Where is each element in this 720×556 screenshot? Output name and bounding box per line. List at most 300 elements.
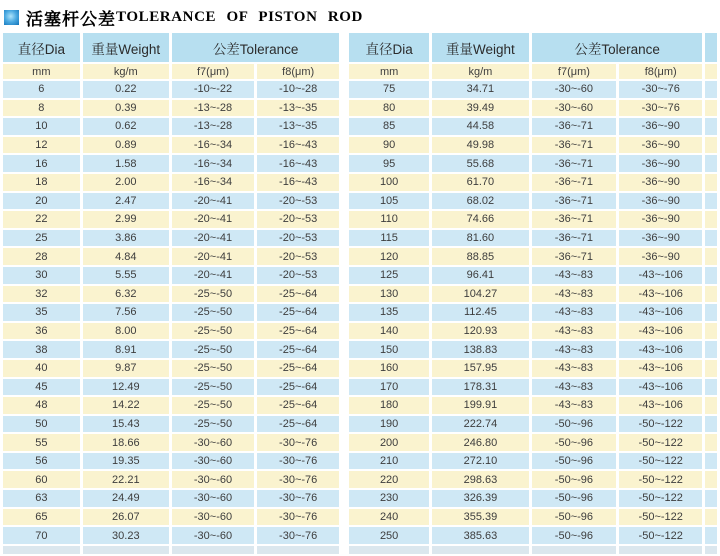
- table-cell: 246.80: [432, 434, 529, 451]
- subheader-row: [349, 64, 717, 79]
- table-cell: -36~-71: [532, 248, 616, 265]
- table-cell: 112.45: [432, 304, 529, 321]
- table-cell: 10: [3, 118, 80, 135]
- table-cell: -36~-90: [619, 155, 702, 172]
- cropped-column-sliver: [705, 193, 717, 210]
- cropped-row-sliver-cell: [172, 546, 254, 554]
- unit-header-f8: f8(μm): [257, 64, 339, 79]
- page-title: [0, 0, 720, 31]
- table-cell: 2.47: [83, 193, 169, 210]
- table-cell: -43~-106: [619, 397, 702, 414]
- table-cell: -43~-83: [532, 267, 616, 284]
- table-row: [3, 360, 339, 377]
- table-cell: -20~-41: [172, 267, 254, 284]
- table-row: [3, 286, 339, 303]
- tolerance-tables: [0, 31, 720, 556]
- table-row: [349, 323, 717, 340]
- table-cell: 385.63: [432, 527, 529, 544]
- table-cell: -25~-50: [172, 323, 254, 340]
- cropped-column-sliver: [705, 341, 717, 358]
- table-row: [349, 137, 717, 154]
- table-cell: -16~-43: [257, 137, 339, 154]
- table-cell: -30~-60: [172, 509, 254, 526]
- table-row: [349, 341, 717, 358]
- table-row: [349, 174, 717, 191]
- table-cell: 35: [3, 304, 80, 321]
- table-cell: 16: [3, 155, 80, 172]
- table-row: [349, 490, 717, 507]
- table-cell: 105: [349, 193, 429, 210]
- table-cell: 75: [349, 81, 429, 98]
- table-cell: -43~-106: [619, 267, 702, 284]
- cropped-row-sliver-cell: [705, 546, 717, 554]
- table-cell: -13~-35: [257, 118, 339, 135]
- table-cell: 22: [3, 211, 80, 228]
- table-cell: 0.39: [83, 100, 169, 117]
- table-cell: -36~-71: [532, 118, 616, 135]
- table-cell: -50~-96: [532, 434, 616, 451]
- table-cell: -25~-64: [257, 341, 339, 358]
- header-row: [349, 33, 717, 62]
- table-cell: 125: [349, 267, 429, 284]
- table-cell: 0.62: [83, 118, 169, 135]
- cropped-column-sliver: [705, 118, 717, 135]
- table-cell: 130: [349, 286, 429, 303]
- table-cell: -36~-90: [619, 211, 702, 228]
- table-row: [349, 379, 717, 396]
- table-row: [3, 211, 339, 228]
- table-cell: -25~-50: [172, 360, 254, 377]
- cropped-row-sliver-cell: [432, 546, 529, 554]
- table-row: [349, 453, 717, 470]
- column-header-weight: 重量Weight: [432, 33, 529, 62]
- table-cell: -20~-53: [257, 193, 339, 210]
- table-cell: 22.21: [83, 471, 169, 488]
- table-cell: -30~-60: [532, 81, 616, 98]
- table-cell: 56: [3, 453, 80, 470]
- table-row: [3, 471, 339, 488]
- table-cell: 49.98: [432, 137, 529, 154]
- table-cell: 70: [3, 527, 80, 544]
- table-cell: -16~-43: [257, 174, 339, 191]
- unit-header-mm: mm: [349, 64, 429, 79]
- cropped-column-sliver: [705, 434, 717, 451]
- table-cell: 9.87: [83, 360, 169, 377]
- table-cell: -43~-106: [619, 323, 702, 340]
- header-row: [3, 33, 339, 62]
- table-cell: -43~-83: [532, 304, 616, 321]
- cropped-column-sliver: [705, 248, 717, 265]
- column-header-tolerance: 公差Tolerance: [532, 33, 703, 62]
- table-cell: -20~-53: [257, 248, 339, 265]
- table-cell: -25~-64: [257, 323, 339, 340]
- table-cell: 7.56: [83, 304, 169, 321]
- table-cell: 115: [349, 230, 429, 247]
- table-cell: 40: [3, 360, 80, 377]
- table-cell: 120.93: [432, 323, 529, 340]
- table-cell: -25~-50: [172, 379, 254, 396]
- table-row: [3, 323, 339, 340]
- cropped-column-sliver: [705, 155, 717, 172]
- table-cell: -43~-106: [619, 360, 702, 377]
- table-cell: -10~-28: [257, 81, 339, 98]
- table-cell: -43~-106: [619, 341, 702, 358]
- cropped-column-sliver: [705, 416, 717, 433]
- table-cell: 230: [349, 490, 429, 507]
- cropped-row-sliver: [3, 546, 339, 554]
- table-cell: 55.68: [432, 155, 529, 172]
- table-cell: 85: [349, 118, 429, 135]
- table-cell: -30~-60: [532, 100, 616, 117]
- cropped-column-sliver: [705, 323, 717, 340]
- cropped-row-sliver-cell: [349, 546, 429, 554]
- unit-header-mm: mm: [3, 64, 80, 79]
- table-cell: -30~-60: [172, 453, 254, 470]
- table-cell: -30~-60: [172, 471, 254, 488]
- table-row: [3, 267, 339, 284]
- table-cell: -30~-60: [172, 490, 254, 507]
- table-cell: 45: [3, 379, 80, 396]
- table-cell: 200: [349, 434, 429, 451]
- table-cell: 65: [3, 509, 80, 526]
- column-header-weight: 重量Weight: [83, 33, 169, 62]
- table-cell: 50: [3, 416, 80, 433]
- table-cell: 19.35: [83, 453, 169, 470]
- cropped-column-sliver: [705, 174, 717, 191]
- table-cell: -43~-83: [532, 323, 616, 340]
- table-row: [349, 416, 717, 433]
- cropped-row-sliver-cell: [532, 546, 616, 554]
- table-cell: 222.74: [432, 416, 529, 433]
- table-cell: -36~-71: [532, 193, 616, 210]
- table-cell: 39.49: [432, 100, 529, 117]
- cropped-row-sliver-cell: [3, 546, 80, 554]
- table-row: [349, 509, 717, 526]
- table-cell: -50~-122: [619, 416, 702, 433]
- table-row: [3, 174, 339, 191]
- table-cell: -36~-71: [532, 137, 616, 154]
- table-row: [349, 81, 717, 98]
- table-cell: -25~-50: [172, 341, 254, 358]
- table-cell: -25~-64: [257, 416, 339, 433]
- table-cell: -30~-76: [619, 81, 702, 98]
- cropped-column-sliver: [705, 379, 717, 396]
- table-row: [3, 379, 339, 396]
- table-row: [349, 193, 717, 210]
- table-cell: -36~-71: [532, 230, 616, 247]
- table-cell: 100: [349, 174, 429, 191]
- table-cell: -36~-71: [532, 155, 616, 172]
- table-row: [3, 453, 339, 470]
- table-cell: -50~-122: [619, 509, 702, 526]
- table-cell: -36~-71: [532, 211, 616, 228]
- table-cell: -50~-96: [532, 527, 616, 544]
- unit-header-kgm: kg/m: [83, 64, 169, 79]
- table-cell: 140: [349, 323, 429, 340]
- table-cell: 95: [349, 155, 429, 172]
- cropped-column-sliver: [705, 304, 717, 321]
- table-cell: -30~-76: [257, 453, 339, 470]
- table-row: [3, 193, 339, 210]
- table-cell: -50~-96: [532, 453, 616, 470]
- cropped-column-sliver: [705, 286, 717, 303]
- table-cell: 3.86: [83, 230, 169, 247]
- table-cell: -43~-106: [619, 286, 702, 303]
- blue-square-bullet-icon: [4, 10, 19, 25]
- table-row: [349, 434, 717, 451]
- table-cell: 120: [349, 248, 429, 265]
- unit-header-f7: f7(μm): [172, 64, 254, 79]
- table-cell: 8.91: [83, 341, 169, 358]
- table-cell: -20~-41: [172, 193, 254, 210]
- table-cell: -20~-53: [257, 267, 339, 284]
- table-row: [349, 211, 717, 228]
- table-cell: -25~-64: [257, 379, 339, 396]
- table-cell: 74.66: [432, 211, 529, 228]
- table-cell: 157.95: [432, 360, 529, 377]
- unit-header-f8: f8(μm): [619, 64, 702, 79]
- cropped-row-sliver-cell: [619, 546, 702, 554]
- table-row: [349, 397, 717, 414]
- table-cell: -25~-50: [172, 416, 254, 433]
- table-cell: -20~-41: [172, 211, 254, 228]
- table-cell: 150: [349, 341, 429, 358]
- table-cell: 80: [349, 100, 429, 117]
- table-row: [3, 527, 339, 544]
- table-cell: -30~-60: [172, 527, 254, 544]
- table-cell: -16~-34: [172, 155, 254, 172]
- unit-header-f7: f7(μm): [532, 64, 616, 79]
- cropped-column-sliver: [705, 267, 717, 284]
- column-header-dia: 直径Dia: [349, 33, 429, 62]
- table-row: [3, 416, 339, 433]
- table-cell: -25~-64: [257, 286, 339, 303]
- table-row: [3, 118, 339, 135]
- table-cell: 25: [3, 230, 80, 247]
- table-cell: 1.58: [83, 155, 169, 172]
- table-cell: -50~-96: [532, 471, 616, 488]
- table-cell: 2.99: [83, 211, 169, 228]
- subheader-row: [3, 64, 339, 79]
- table-cell: -13~-35: [257, 100, 339, 117]
- table-row: [349, 230, 717, 247]
- table-cell: -20~-53: [257, 211, 339, 228]
- table-cell: -36~-90: [619, 230, 702, 247]
- table-cell: 180: [349, 397, 429, 414]
- table-row: [3, 248, 339, 265]
- tolerance-table-right: [346, 31, 720, 556]
- table-row: [3, 155, 339, 172]
- table-cell: 68.02: [432, 193, 529, 210]
- table-cell: 32: [3, 286, 80, 303]
- table-cell: 18.66: [83, 434, 169, 451]
- table-cell: 30.23: [83, 527, 169, 544]
- table-cell: -36~-90: [619, 118, 702, 135]
- table-cell: -30~-60: [172, 434, 254, 451]
- table-cell: 138.83: [432, 341, 529, 358]
- cropped-column-sliver: [705, 453, 717, 470]
- cropped-column-sliver: [705, 360, 717, 377]
- table-cell: 30: [3, 267, 80, 284]
- table-cell: -25~-50: [172, 397, 254, 414]
- table-cell: 199.91: [432, 397, 529, 414]
- table-cell: -43~-83: [532, 397, 616, 414]
- table-row: [3, 304, 339, 321]
- table-cell: -43~-83: [532, 360, 616, 377]
- table-cell: 18: [3, 174, 80, 191]
- table-cell: 15.43: [83, 416, 169, 433]
- table-cell: -10~-22: [172, 81, 254, 98]
- cropped-column-sliver: [705, 33, 717, 62]
- table-cell: 104.27: [432, 286, 529, 303]
- cropped-column-sliver: [705, 397, 717, 414]
- table-cell: -25~-64: [257, 304, 339, 321]
- table-cell: 190: [349, 416, 429, 433]
- table-row: [349, 155, 717, 172]
- table-cell: -16~-43: [257, 155, 339, 172]
- table-cell: 355.39: [432, 509, 529, 526]
- table-cell: 170: [349, 379, 429, 396]
- cropped-column-sliver: [705, 100, 717, 117]
- table-cell: 14.22: [83, 397, 169, 414]
- table-row: [349, 267, 717, 284]
- table-cell: -30~-76: [619, 100, 702, 117]
- cropped-row-sliver: [349, 546, 717, 554]
- table-row: [3, 509, 339, 526]
- table-cell: -16~-34: [172, 137, 254, 154]
- table-cell: -30~-76: [257, 434, 339, 451]
- cropped-column-sliver: [705, 211, 717, 228]
- table-cell: 326.39: [432, 490, 529, 507]
- table-row: [3, 434, 339, 451]
- cropped-column-sliver: [705, 527, 717, 544]
- table-cell: 210: [349, 453, 429, 470]
- table-cell: -25~-50: [172, 286, 254, 303]
- table-cell: -30~-76: [257, 471, 339, 488]
- table-cell: 160: [349, 360, 429, 377]
- table-cell: 4.84: [83, 248, 169, 265]
- table-cell: -13~-28: [172, 118, 254, 135]
- table-cell: -16~-34: [172, 174, 254, 191]
- table-row: [349, 471, 717, 488]
- table-cell: 6: [3, 81, 80, 98]
- table-cell: 0.89: [83, 137, 169, 154]
- tolerance-table-left: [0, 31, 342, 556]
- table-cell: 44.58: [432, 118, 529, 135]
- table-row: [349, 527, 717, 544]
- table-cell: -30~-76: [257, 509, 339, 526]
- table-cell: 90: [349, 137, 429, 154]
- table-cell: 0.22: [83, 81, 169, 98]
- table-cell: 6.32: [83, 286, 169, 303]
- table-cell: 272.10: [432, 453, 529, 470]
- table-cell: -25~-64: [257, 360, 339, 377]
- table-row: [3, 230, 339, 247]
- table-cell: 2.00: [83, 174, 169, 191]
- cropped-column-sliver: [705, 230, 717, 247]
- table-cell: 8.00: [83, 323, 169, 340]
- table-cell: 26.07: [83, 509, 169, 526]
- table-cell: -50~-122: [619, 527, 702, 544]
- table-cell: 48: [3, 397, 80, 414]
- table-row: [349, 248, 717, 265]
- table-row: [3, 341, 339, 358]
- table-cell: 88.85: [432, 248, 529, 265]
- table-cell: -36~-90: [619, 174, 702, 191]
- cropped-column-sliver: [705, 64, 717, 79]
- table-cell: 20: [3, 193, 80, 210]
- table-cell: 5.55: [83, 267, 169, 284]
- table-row: [349, 100, 717, 117]
- table-cell: 250: [349, 527, 429, 544]
- table-row: [349, 304, 717, 321]
- table-cell: -13~-28: [172, 100, 254, 117]
- table-cell: -50~-122: [619, 434, 702, 451]
- cropped-row-sliver-cell: [83, 546, 169, 554]
- table-cell: 110: [349, 211, 429, 228]
- table-cell: -20~-53: [257, 230, 339, 247]
- table-cell: -20~-41: [172, 248, 254, 265]
- table-cell: -43~-83: [532, 341, 616, 358]
- table-cell: 60: [3, 471, 80, 488]
- table-row: [3, 490, 339, 507]
- table-cell: -50~-96: [532, 490, 616, 507]
- table-cell: -43~-83: [532, 379, 616, 396]
- table-cell: -36~-90: [619, 137, 702, 154]
- table-cell: 63: [3, 490, 80, 507]
- table-cell: -50~-122: [619, 490, 702, 507]
- cropped-column-sliver: [705, 81, 717, 98]
- column-header-tolerance: 公差Tolerance: [172, 33, 339, 62]
- table-cell: -25~-50: [172, 304, 254, 321]
- table-row: [3, 81, 339, 98]
- table-row: [3, 137, 339, 154]
- table-row: [349, 286, 717, 303]
- table-cell: 34.71: [432, 81, 529, 98]
- cropped-column-sliver: [705, 137, 717, 154]
- table-cell: 55: [3, 434, 80, 451]
- table-cell: 96.41: [432, 267, 529, 284]
- cropped-column-sliver: [705, 509, 717, 526]
- cropped-column-sliver: [705, 490, 717, 507]
- table-cell: 178.31: [432, 379, 529, 396]
- table-row: [349, 360, 717, 377]
- table-cell: -50~-122: [619, 453, 702, 470]
- table-row: [3, 397, 339, 414]
- table-row: [3, 100, 339, 117]
- cropped-column-sliver: [705, 471, 717, 488]
- table-cell: 240: [349, 509, 429, 526]
- cropped-row-sliver-cell: [257, 546, 339, 554]
- table-cell: -36~-90: [619, 248, 702, 265]
- table-cell: 61.70: [432, 174, 529, 191]
- table-cell: 28: [3, 248, 80, 265]
- column-header-dia: 直径Dia: [3, 33, 80, 62]
- table-cell: -43~-106: [619, 379, 702, 396]
- page-title-en: TOLERANCE OF PISTON ROD: [116, 9, 363, 25]
- table-cell: -36~-90: [619, 193, 702, 210]
- table-cell: -50~-96: [532, 509, 616, 526]
- table-cell: -50~-122: [619, 471, 702, 488]
- table-cell: 298.63: [432, 471, 529, 488]
- page-title-cjk: 活塞杆公差: [26, 10, 116, 29]
- table-cell: 81.60: [432, 230, 529, 247]
- table-cell: 8: [3, 100, 80, 117]
- unit-header-kgm: kg/m: [432, 64, 529, 79]
- table-cell: -43~-106: [619, 304, 702, 321]
- table-cell: 12.49: [83, 379, 169, 396]
- table-cell: -25~-64: [257, 397, 339, 414]
